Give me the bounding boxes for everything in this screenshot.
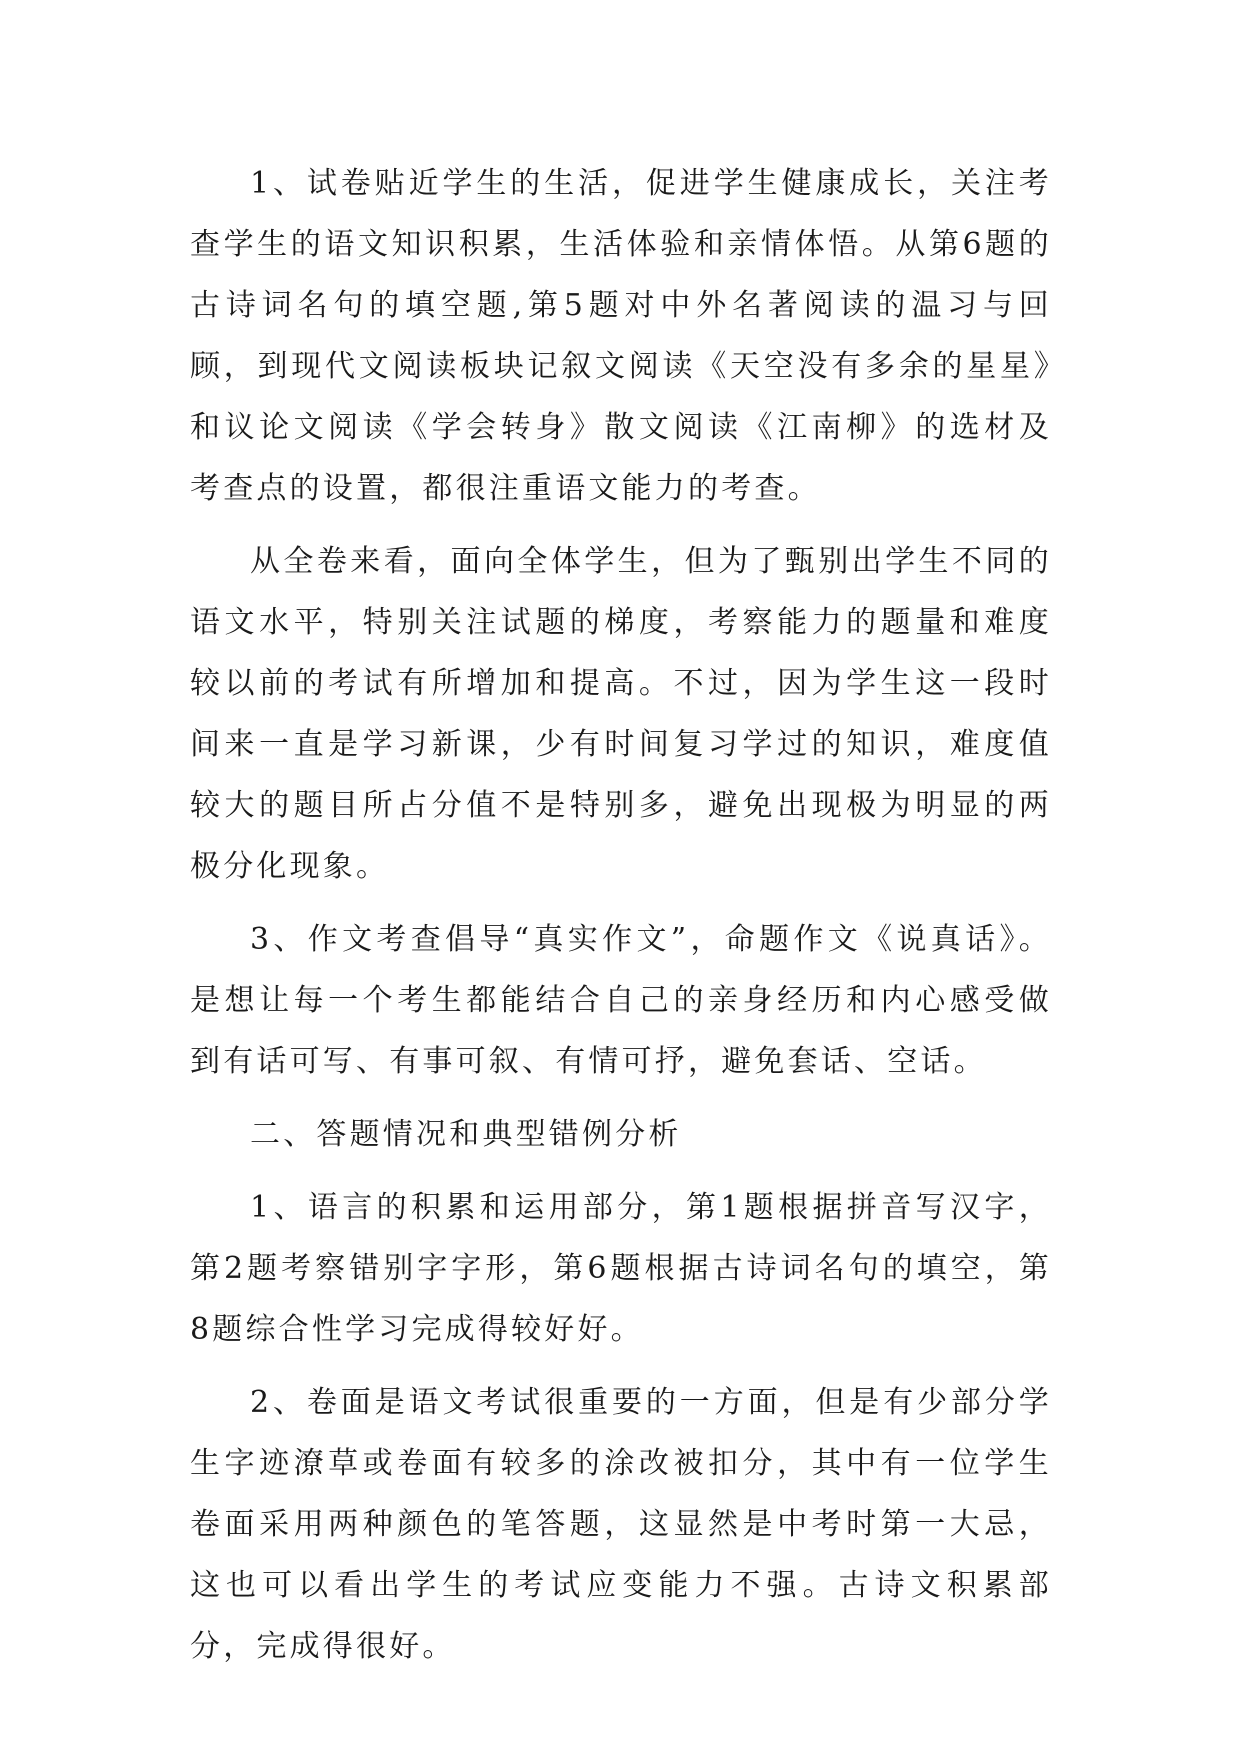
paragraph-2: 从全卷来看，面向全体学生，但为了甄别出学生不同的语文水平，特别关注试题的梯度，考察能力的题量和难度较以前的考试有所增加和提高。不过，因为学生这一段时间来一直是学习新课，少有时间复习学过的知识，难度值较大的题目所占分值不是特别多，避免出现极为明显的两极分化现象。 [190,544,1052,884]
paragraph-3: 3、作文考查倡导“真实作文”，命题作文《说真话》。是想让每一个考生都能结合自己的亲身经历和内心感受做到有话可写、有事可叙、有情可抒，避免套话、空话。 [190,922,1052,1079]
paragraph-6: 2、卷面是语文考试很重要的一方面，但是有少部分学生字迹潦草或卷面有较多的涂改被扣分，其中有一位学生卷面采用两种颜色的笔答题，这显然是中考时第一大忌，这也可以看出学生的考试应变能力不强。古诗文积累部分，完成得很好。 [190,1385,1052,1664]
section-heading: 二、答题情况和典型错例分析 [250,1117,682,1152]
paragraph-1: 1、试卷贴近学生的生活，促进学生健康成长，关注考查学生的语文知识积累，生活体验和亲情体悟。从第6题的古诗词名句的填空题,第5题对中外名著阅读的温习与回顾，到现代文阅读板块记叙文阅读《天空没有多余的星星》和议论文阅读《学会转身》散文阅读《江南柳》的选材及考查点的设置，都很注重语文能力的考查。 [190,166,1052,506]
document-body [190,153,1052,1677]
paragraph-5: 1、语言的积累和运用部分，第1题根据拼音写汉字，第2题考察错别字字形，第6题根据古诗词名句的填空，第8题综合性学习完成得较好好。 [190,1190,1052,1347]
